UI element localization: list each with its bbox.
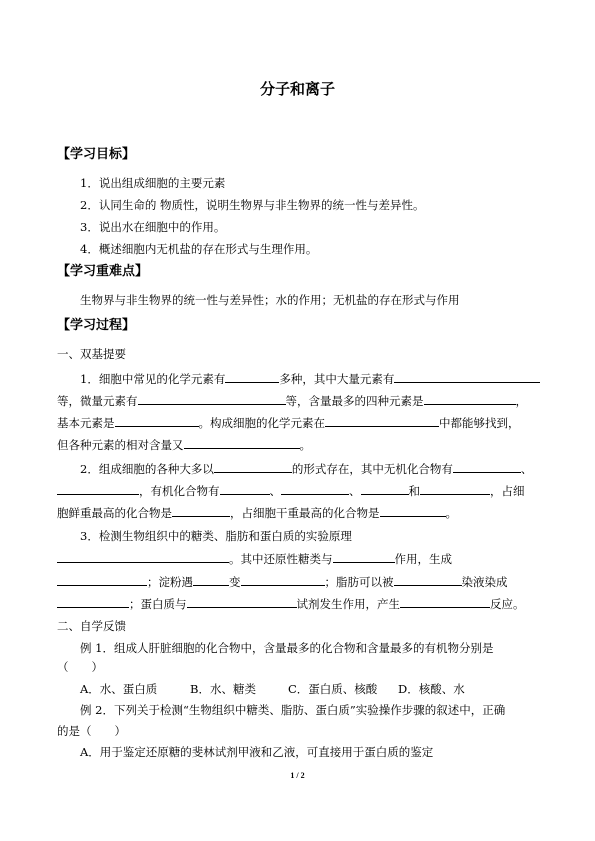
- answer-blank[interactable]: [420, 483, 490, 495]
- answer-blank[interactable]: [214, 461, 292, 473]
- answer-blank[interactable]: [187, 596, 297, 608]
- answer-blank[interactable]: [453, 461, 521, 473]
- section-learning-process: 【学习过程】: [57, 318, 136, 333]
- goal-item: 1．说出组成细胞的主要元素: [80, 176, 226, 190]
- answer-blank[interactable]: [57, 551, 229, 563]
- answer-blank[interactable]: [361, 483, 409, 495]
- answer-blank[interactable]: [394, 574, 462, 586]
- answer-blank[interactable]: [325, 415, 439, 427]
- section-learning-goals: 【学习目标】: [57, 147, 136, 162]
- answer-blank[interactable]: [172, 505, 230, 517]
- q2-line1: 2．组成细胞的各种大多以 的形式存在，其中无机化合物有 、: [80, 462, 533, 476]
- answer-blank[interactable]: [220, 483, 270, 495]
- answer-blank[interactable]: [225, 371, 279, 383]
- answer-blank[interactable]: [281, 483, 349, 495]
- key-points-text: 生物界与非生物界的统一性与差异性；水的作用；无机盐的存在形式与作用: [80, 293, 460, 307]
- q3-line1: 3．检测生物组织中的糖类、脂肪和蛋白质的实验原理: [80, 529, 352, 543]
- example1-question: 例 1．组成人肝脏细胞的化合物中，含量最多的化合物和含量最多的有机物分别是: [80, 641, 494, 655]
- answer-blank[interactable]: [333, 551, 395, 563]
- q3-line2: 。其中还原性糖类与 作用，生成: [57, 551, 452, 566]
- example2-question: 例 2．下列关于检测“生物组织中糖类、脂肪、蛋白质”实验操作步骤的叙述中，正确: [80, 703, 506, 717]
- example1-option-d: D．核酸、水: [398, 682, 465, 696]
- answer-blank[interactable]: [380, 505, 446, 517]
- goal-item: 3．说出水在细胞中的作用。: [80, 220, 226, 234]
- example1-option-b: B．水、糖类: [190, 682, 256, 696]
- answer-blank[interactable]: [57, 596, 129, 608]
- answer-blank[interactable]: [57, 483, 139, 495]
- answer-blank[interactable]: [184, 437, 300, 449]
- q3-line3: ；淀粉遇 变 ；脂肪可以被 染液染成: [57, 574, 508, 589]
- part1-heading: 一、双基提要: [57, 347, 126, 361]
- page-number: 1 / 2: [290, 771, 305, 780]
- goal-item: 4．概述细胞内无机盐的存在形式与生理作用。: [80, 242, 318, 256]
- goal-item: 2．认同生命的 物质性，说明生物界与非生物界的统一性与差异性。: [80, 198, 425, 212]
- answer-blank[interactable]: [394, 371, 540, 383]
- q2-line3: 胞鲜重最高的化合物是 ，占细胞干重最高的化合物是 。: [57, 506, 457, 520]
- example1-bracket: （ ）: [57, 660, 103, 674]
- answer-blank[interactable]: [400, 596, 490, 608]
- example1-option-c: C．蛋白质、核酸: [288, 682, 378, 696]
- q3-line4: ；蛋白质与 试剂发生作用，产生 反应。: [57, 596, 525, 611]
- part2-heading: 二、自学反馈: [57, 619, 126, 633]
- q1-line3: 基本元素是 。构成细胞的化学元素在 中都能够找到，: [57, 416, 520, 430]
- answer-blank[interactable]: [57, 574, 147, 586]
- example2-continuation: 的是（ ）: [57, 724, 126, 738]
- q1-line2: 等，微量元素有 等，含量最多的四种元素是 ，: [57, 394, 527, 408]
- q2-line2: ，有机化合物有 、 、 和 ，占细: [57, 483, 525, 498]
- page-title: 分子和离子: [259, 80, 335, 98]
- section-key-points: 【学习重难点】: [57, 264, 149, 279]
- q1-line1: 1．细胞中常见的化学元素有 多种，其中大量元素有: [80, 371, 540, 386]
- answer-blank[interactable]: [138, 393, 286, 405]
- answer-blank[interactable]: [115, 415, 199, 427]
- q1-line4: 但各种元素的相对含量又 。: [57, 438, 311, 452]
- answer-blank[interactable]: [193, 574, 229, 586]
- answer-blank[interactable]: [424, 393, 516, 405]
- answer-blank[interactable]: [241, 574, 325, 586]
- example2-option-a: A．用于鉴定还原糖的斐林试剂甲液和乙液，可直接用于蛋白质的鉴定: [80, 745, 434, 759]
- example1-option-a: A．水、蛋白质: [80, 682, 158, 696]
